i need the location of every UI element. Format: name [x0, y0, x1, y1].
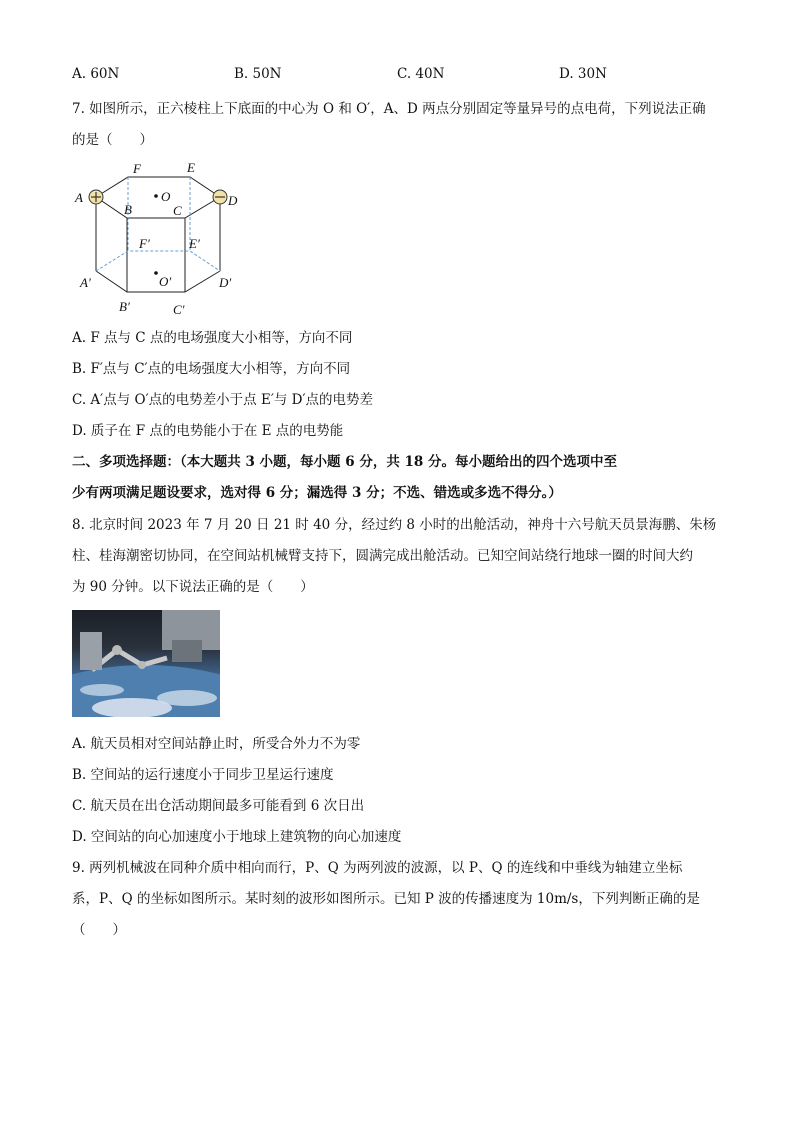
- label-O: O: [161, 189, 171, 204]
- section2-heading-line1: 二、多项选择题：（本大题共 3 小题，每小题 6 分，共 18 分。每小题给出的四个选项中至: [72, 454, 618, 470]
- q8-stem-line3: 为 90 分钟。以下说法正确的是（ ）: [72, 579, 314, 595]
- q6-options: [72, 66, 732, 86]
- section2-heading-line2: 少有两项满足题设要求，选对得 6 分；漏选得 3 分；不选、错选或多选不得分。）: [72, 485, 562, 501]
- q7-option-b: B. F′点与 C′点的电场强度大小相等，方向不同: [72, 361, 351, 377]
- q9-stem-line3: （ ）: [72, 922, 126, 938]
- q7-stem-line1: 7. 如图所示，正六棱柱上下底面的中心为 O 和 O′，A、D 两点分别固定等量异号的点电荷，下列说法正确: [72, 101, 706, 117]
- q7-option-c: C. A′点与 O′点的电势差小于点 E′与 D′点的电势差: [72, 392, 374, 408]
- space-station-photo: [72, 610, 220, 717]
- q6-option-a: A. 60N: [72, 66, 120, 82]
- label-C: C: [173, 203, 182, 218]
- label-C-prime: C′: [173, 302, 185, 316]
- positive-charge-icon: [89, 190, 103, 204]
- top-hexagon: [96, 177, 220, 218]
- q8-option-a: A. 航天员相对空间站静止时，所受合外力不为零: [72, 736, 361, 752]
- label-D-prime: D′: [219, 275, 232, 290]
- q6-option-c: C. 40N: [397, 66, 445, 82]
- q9-stem-line1: 9. 两列机械波在同种介质中相向而行，P、Q 为两列波的波源，以 P、Q 的连线和中垂线为轴建立坐标: [72, 860, 683, 876]
- bottom-front-edges: [96, 271, 220, 292]
- label-O-prime: O′: [159, 274, 172, 289]
- label-F-prime: F′: [139, 236, 150, 251]
- hexagonal-prism-figure: [72, 156, 247, 316]
- label-E-prime: E′: [189, 236, 200, 251]
- negative-charge-icon: [213, 190, 227, 204]
- label-D: D: [228, 193, 238, 208]
- q8-stem-line1: 8. 北京时间 2023 年 7 月 20 日 21 时 40 分，经过约 8 小时的出舱活动，神舟十六号航天员景海鹏、朱杨: [72, 517, 717, 533]
- q8-option-b: B. 空间站的运行速度小于同步卫星运行速度: [72, 767, 334, 783]
- q9-stem-line2: 系，P、Q 的坐标如图所示。某时刻的波形如图所示。已知 P 波的传播速度为 10m/s，下列判断正确的是: [72, 891, 700, 907]
- label-B: B: [124, 202, 132, 217]
- label-B-prime: B′: [119, 299, 130, 314]
- q8-option-c: C. 航天员在出仓活动期间最多可能看到 6 次日出: [72, 798, 365, 814]
- q7-option-d: D. 质子在 F 点的电势能小于在 E 点的电势能: [72, 423, 344, 439]
- q8-option-d: D. 空间站的向心加速度小于地球上建筑物的向心加速度: [72, 829, 402, 845]
- label-F: F: [133, 161, 141, 176]
- q7-option-a: A. F 点与 C 点的电场强度大小相等，方向不同: [72, 330, 353, 346]
- q7-stem-line2: 的是（ ）: [72, 132, 153, 148]
- q6-option-b: B. 50N: [234, 66, 282, 82]
- label-A: A: [75, 190, 83, 205]
- label-E: E: [187, 160, 195, 175]
- label-A-prime: A′: [80, 275, 91, 290]
- q6-option-d: D. 30N: [559, 66, 607, 82]
- q8-stem-line2: 柱、桂海潮密切协同，在空间站机械臂支持下，圆满完成出舱活动。已知空间站绕行地球一圈的时间大约: [72, 548, 693, 564]
